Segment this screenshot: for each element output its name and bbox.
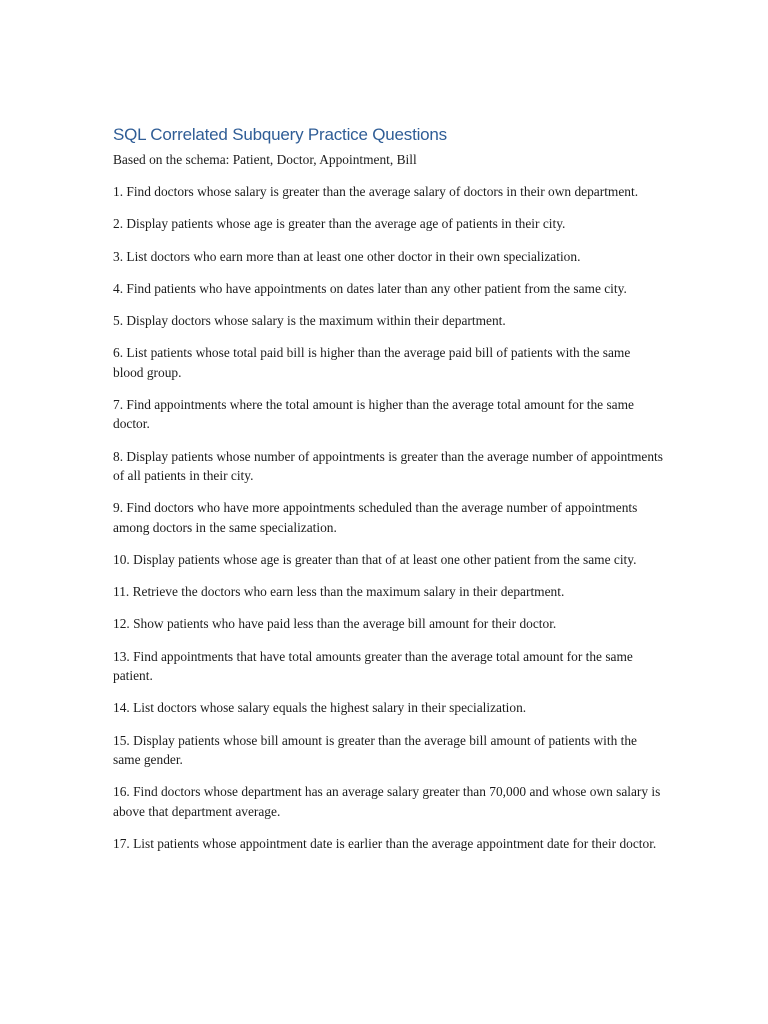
question-item: 17. List patients whose appointment date is earlier than the average appointment date for their doctor. bbox=[113, 835, 657, 851]
question-item: 5. Display doctors whose salary is the maximum within their department. bbox=[113, 313, 506, 329]
question-item: 10. Display patients whose age is greater than that of at least one other patient from the same city. bbox=[113, 551, 637, 567]
document-title: SQL Correlated Subquery Practice Questions bbox=[113, 125, 447, 144]
question-item: 3. List doctors who earn more than at least one other doctor in their own specialization. bbox=[113, 248, 581, 264]
question-item: 8. Display patients whose number of appointments is greater than the average number of appointments of all patients in their city. bbox=[113, 448, 663, 483]
question-item: 16. Find doctors whose department has an average salary greater than 70,000 and whose own salary is above that department average. bbox=[113, 784, 661, 819]
document-subtitle: Based on the schema: Patient, Doctor, Appointment, Bill bbox=[113, 152, 417, 167]
question-item: 4. Find patients who have appointments on dates later than any other patient from the same city. bbox=[113, 280, 627, 296]
question-item: 14. List doctors whose salary equals the highest salary in their specialization. bbox=[113, 700, 527, 716]
question-item: 1. Find doctors whose salary is greater than the average salary of doctors in their own department. bbox=[113, 184, 639, 199]
question-item: 7. Find appointments where the total amount is higher than the average total amount for the same doctor. bbox=[113, 397, 634, 432]
question-item: 13. Find appointments that have total amounts greater than the average total amount for the same patient. bbox=[113, 648, 633, 684]
question-item: 11. Retrieve the doctors who earn less than the maximum salary in their department. bbox=[113, 584, 565, 600]
question-item: 9. Find doctors who have more appointments scheduled than the average number of appointments among doctors in the same specialization. bbox=[113, 500, 638, 535]
question-item: 2. Display patients whose age is greater than the average age of patients in their city. bbox=[113, 216, 566, 232]
document-body bbox=[113, 124, 663, 866]
question-item: 6. List patients whose total paid bill is higher than the average paid bill of patients with the same blood group. bbox=[113, 345, 631, 380]
question-item: 12. Show patients who have paid less than the average bill amount for their doctor. bbox=[113, 616, 557, 632]
question-item: 15. Display patients whose bill amount is greater than the average bill amount of patients with the same gender. bbox=[113, 732, 637, 767]
